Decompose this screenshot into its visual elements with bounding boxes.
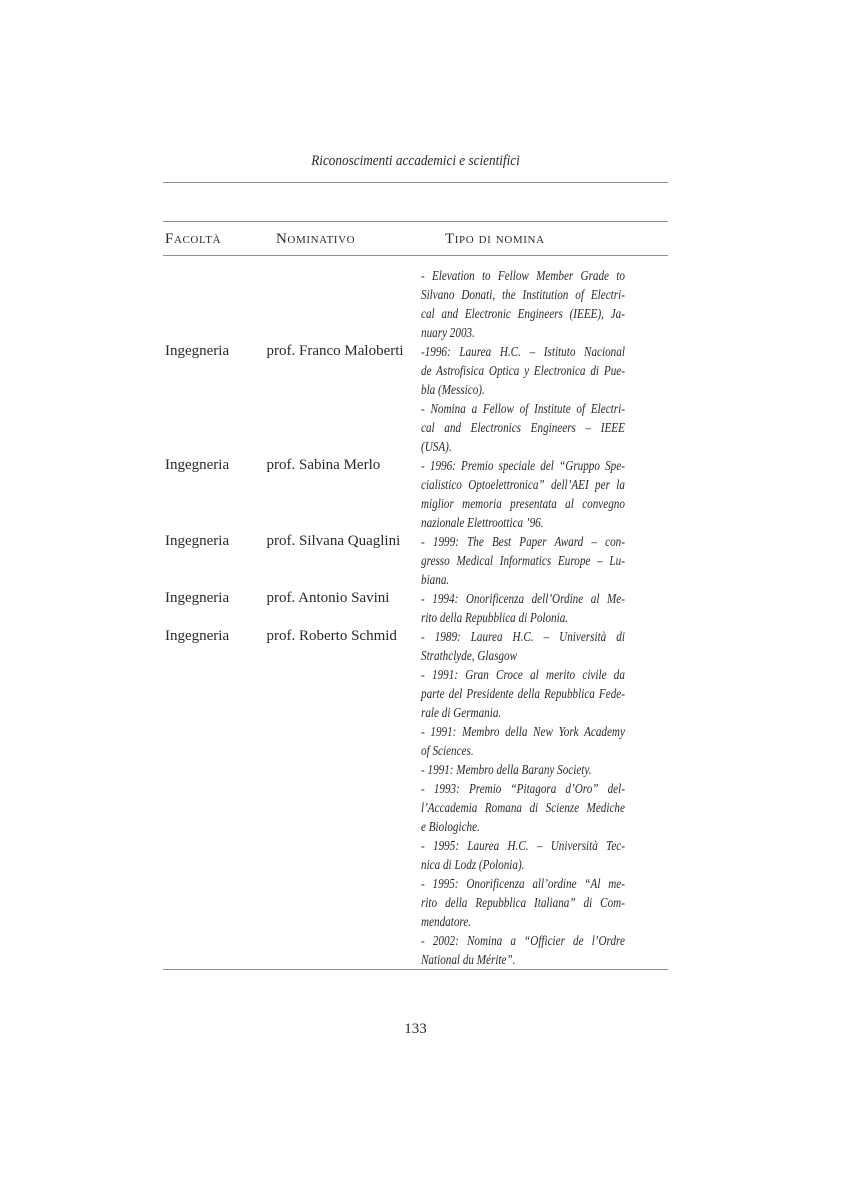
tipo-di-nomina-cell xyxy=(421,266,625,342)
table-body xyxy=(163,266,668,969)
tipo-di-nomina-line: - 1995: Laurea H.C. – Università Tec- xyxy=(421,838,626,853)
tipo-di-nomina-line: nazionale Elettroottica ’96. xyxy=(421,515,544,530)
running-header xyxy=(163,152,668,171)
tipo-di-nomina-line: of Sciences. xyxy=(421,743,474,758)
tipo-di-nomina-line: - 1995: Onorificenza all’ordine “Al me- xyxy=(421,876,626,891)
tipo-di-nomina-cell xyxy=(421,589,625,627)
table-row xyxy=(163,342,668,456)
table-row xyxy=(163,627,668,969)
tipo-di-nomina-line: -1996: Laurea H.C. – Istituto Nacional xyxy=(421,344,626,359)
column-header-facolta: Facoltà xyxy=(165,231,222,247)
tipo-di-nomina-line: cialistico Optoelettronica” dell’AEI per la xyxy=(421,477,626,492)
table-top-rule xyxy=(163,221,668,222)
tipo-di-nomina-line: - 2002: Nomina a “Officier de l’Ordre xyxy=(421,933,626,948)
tipo-di-nomina-line: rito della Repubblica di Polonia. xyxy=(421,610,569,625)
running-header-title: Riconoscimenti accademici e scientifici xyxy=(311,153,520,169)
page-number: 133 xyxy=(404,1021,427,1037)
table-row xyxy=(163,532,668,589)
table-row xyxy=(163,266,668,342)
tipo-di-nomina-line: - 1999: The Best Paper Award – con- xyxy=(421,534,626,549)
tipo-di-nomina-cell xyxy=(421,342,625,456)
facolta-cell: Ingegneria xyxy=(165,343,230,359)
tipo-di-nomina-line: de Astrofisica Optica y Electronica di Pue- xyxy=(421,363,626,378)
tipo-di-nomina-line: parte del Presidente della Repubblica Fede- xyxy=(421,686,626,701)
facolta-cell: Ingegneria xyxy=(165,590,230,606)
facolta-cell: Ingegneria xyxy=(165,457,230,473)
table-header-row xyxy=(163,230,668,249)
table-row xyxy=(163,589,668,627)
tipo-di-nomina-line: miglior memoria presentata al convegno xyxy=(421,496,626,511)
tipo-di-nomina-line: cal and Electronic Engineers (IEEE), Ja- xyxy=(421,306,626,321)
tipo-di-nomina-line: - 1993: Premio “Pitagora d’Oro” del- xyxy=(421,781,626,796)
nominativo-cell: prof. Sabina Merlo xyxy=(266,457,381,473)
tipo-di-nomina-line: biana. xyxy=(421,572,450,587)
tipo-di-nomina-line: rito della Repubblica Italiana” di Com- xyxy=(421,895,626,910)
tipo-di-nomina-line: nuary 2003. xyxy=(421,325,475,340)
nominativo-cell: prof. Franco Maloberti xyxy=(266,343,404,359)
tipo-di-nomina-line: - Elevation to Fellow Member Grade to xyxy=(421,268,626,283)
tipo-di-nomina-line: - Nomina a Fellow of Institute of Electri- xyxy=(421,401,626,416)
tipo-di-nomina-line: bla (Messico). xyxy=(421,382,485,397)
nominativo-cell: prof. Roberto Schmid xyxy=(266,628,397,644)
tipo-di-nomina-line: - 1991: Gran Croce al merito civile da xyxy=(421,667,626,682)
tipo-di-nomina-line: rale di Germania. xyxy=(421,705,502,720)
tipo-di-nomina-line: (USA). xyxy=(421,439,452,454)
tipo-di-nomina-line: National du Mérite”. xyxy=(421,952,516,967)
tipo-di-nomina-line: Strathclyde, Glasgow xyxy=(421,648,518,663)
tipo-di-nomina-cell xyxy=(421,532,625,589)
table-row xyxy=(163,456,668,532)
nominativo-cell: prof. Antonio Savini xyxy=(266,590,390,606)
running-header-rule xyxy=(163,182,668,183)
tipo-di-nomina-line: - 1991: Membro della Barany Society. xyxy=(421,762,592,777)
facolta-cell: Ingegneria xyxy=(165,533,230,549)
tipo-di-nomina-line: Silvano Donati, the Institution of Electri- xyxy=(421,287,626,302)
tipo-di-nomina-line: - 1994: Onorificenza dell’Ordine al Me- xyxy=(421,591,626,606)
tipo-di-nomina-line: cal and Electronics Engineers – IEEE xyxy=(421,420,626,435)
column-header-tipo-di-nomina: Tipo di nomina xyxy=(445,231,545,247)
column-header-nominativo: Nominativo xyxy=(276,231,356,247)
table-header-rule xyxy=(163,255,668,256)
tipo-di-nomina-line: - 1989: Laurea H.C. – Università di xyxy=(421,629,626,644)
table-bottom-rule xyxy=(163,969,668,970)
tipo-di-nomina-line: - 1991: Membro della New York Academy xyxy=(421,724,626,739)
tipo-di-nomina-line: mendatore. xyxy=(421,914,472,929)
tipo-di-nomina-line: nica di Lodz (Polonia). xyxy=(421,857,525,872)
tipo-di-nomina-line: - 1996: Premio speciale del “Gruppo Spe- xyxy=(421,458,626,473)
nominativo-cell: prof. Silvana Quaglini xyxy=(266,533,401,549)
tipo-di-nomina-line: gresso Medical Informatics Europe – Lu- xyxy=(421,553,626,568)
tipo-di-nomina-line: l’Accademia Romana di Scienze Mediche xyxy=(421,800,626,815)
tipo-di-nomina-cell xyxy=(421,627,625,969)
facolta-cell: Ingegneria xyxy=(165,628,230,644)
tipo-di-nomina-cell xyxy=(421,456,625,532)
tipo-di-nomina-line: e Biologiche. xyxy=(421,819,480,834)
